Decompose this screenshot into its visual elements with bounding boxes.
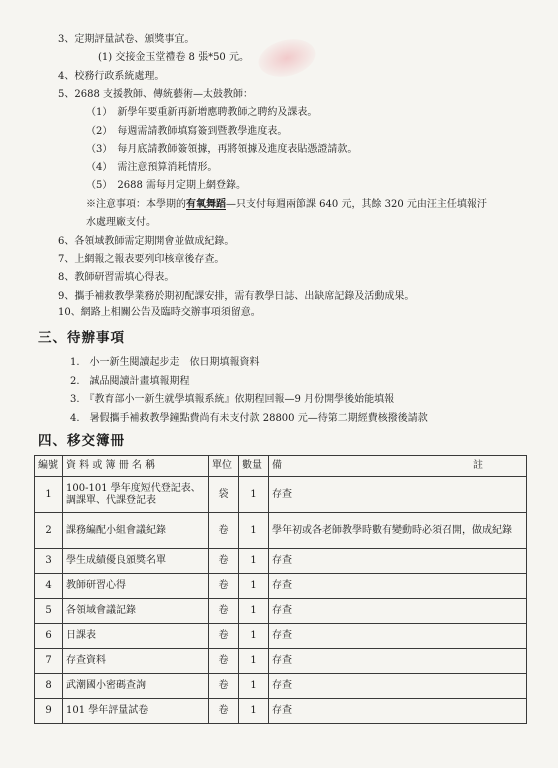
table-row <box>35 674 527 699</box>
cell-no: 5 <box>35 599 63 624</box>
cell-name: 各領域會議記錄 <box>63 599 209 624</box>
item-5: 5、2688 支援教師、傳統藝術—太鼓教師： <box>58 89 253 100</box>
todo-item-1: 1. 小一新生閱讀起步走 依日期填報資料 <box>70 357 260 368</box>
cell-no: 4 <box>35 574 63 599</box>
cell-unit: 袋 <box>209 477 239 513</box>
table-row <box>35 477 527 513</box>
cell-unit: 卷 <box>209 699 239 724</box>
cell-no: 2 <box>35 513 63 549</box>
item-5-sub-4: （4） 需注意預算消耗情形。 <box>86 162 218 173</box>
note-line-2: 水處理廠支付。 <box>86 217 156 228</box>
todo-item-3: 3. 『教育部小一新生就學填報系統』依期程回報—9 月份開學後始能填報 <box>70 394 395 405</box>
cell-unit: 卷 <box>209 574 239 599</box>
cell-note: 存查 <box>269 549 527 574</box>
cell-note: 存查 <box>269 624 527 649</box>
cell-no: 1 <box>35 477 63 513</box>
item-5-sub-1: （1） 新學年要重新再新增應聘教師之聘約及課表。 <box>86 107 318 118</box>
table-row <box>35 513 527 549</box>
cell-note: 學年初或各老師教學時數有變動時必須召開，做成紀錄 <box>269 513 527 549</box>
table-row <box>35 624 527 649</box>
cell-no: 9 <box>35 699 63 724</box>
table-row <box>35 549 527 574</box>
item-3-sub: (1) 交接金玉堂禮卷 8 張*50 元。 <box>98 52 249 63</box>
todo-item-2: 2. 誠品閱讀計畫填報期程 <box>70 376 190 387</box>
section-4-title-visible: 四、移交簿冊 <box>38 433 125 449</box>
cell-name: 100-101 學年度短代登記表、調課單、代課登記表 <box>63 477 209 513</box>
item-10: 10、網路上相關公告及臨時交辦事項須留意。 <box>58 307 261 318</box>
item-6: 6、各領域教師需定期開會並做成紀錄。 <box>58 236 235 247</box>
handover-table <box>34 455 527 724</box>
cell-unit: 卷 <box>209 549 239 574</box>
col-header-name: 資 料 或 簿 冊 名 稱 <box>63 456 209 477</box>
remarks-header-right: 註 <box>473 460 483 471</box>
cell-note: 存查 <box>269 674 527 699</box>
cell-no: 3 <box>35 549 63 574</box>
note-rest: —只支付每週兩節課 640 元，其餘 320 元由汪主任填報汙 <box>226 199 487 210</box>
remarks-header-left: 備 <box>272 460 282 471</box>
col-header-unit: 單位 <box>209 456 239 477</box>
cell-note: 存查 <box>269 699 527 724</box>
cell-qty: 1 <box>239 574 269 599</box>
cell-qty: 1 <box>239 699 269 724</box>
note-line-1 <box>86 198 487 211</box>
table-row <box>35 649 527 674</box>
item-9: 9、攜手補救教學業務於期初配課安排，需有教學日誌、出缺席記錄及活動成果。 <box>58 291 415 302</box>
cell-note: 存查 <box>269 599 527 624</box>
cell-unit: 卷 <box>209 649 239 674</box>
col-header-no: 編號 <box>35 456 63 477</box>
item-8: 8、教師研習需填心得表。 <box>58 272 175 283</box>
cell-no: 7 <box>35 649 63 674</box>
cell-name: 武潮國小密碼查詢 <box>63 674 209 699</box>
cell-note: 存查 <box>269 574 527 599</box>
item-3: 3、定期評量試卷、頒獎事宜。 <box>58 34 195 45</box>
cell-name: 學生成績優良頒獎名單 <box>63 549 209 574</box>
cell-qty: 1 <box>239 477 269 513</box>
cell-name: 101 學年評量試卷 <box>63 699 209 724</box>
cell-no: 8 <box>35 674 63 699</box>
col-header-qty: 數量 <box>239 456 269 477</box>
cell-no: 6 <box>35 624 63 649</box>
cell-qty: 1 <box>239 513 269 549</box>
item-7: 7、上網報之報表要列印核章後存查。 <box>58 254 225 265</box>
cell-qty: 1 <box>239 674 269 699</box>
cell-note: 存查 <box>269 649 527 674</box>
cell-qty: 1 <box>239 624 269 649</box>
table-row <box>35 599 527 624</box>
section-3-title: 三、待辦事項 <box>38 330 125 346</box>
cell-unit: 卷 <box>209 513 239 549</box>
cell-qty: 1 <box>239 549 269 574</box>
item-4: 4、校務行政系統處理。 <box>58 71 165 82</box>
cell-name: 日課表 <box>63 624 209 649</box>
col-header-remarks <box>269 456 527 477</box>
table-row <box>35 699 527 724</box>
cell-qty: 1 <box>239 649 269 674</box>
note-emphasis: 有氧舞蹈 <box>186 199 226 210</box>
item-5-sub-2: （2） 每週需請教師填寫簽到暨教學進度表。 <box>86 126 288 137</box>
item-5-sub-5: （5） 2688 需每月定期上網登錄。 <box>86 180 246 191</box>
note-prefix: ※注意事項：本學期的 <box>86 199 186 210</box>
cell-unit: 卷 <box>209 599 239 624</box>
cell-note: 存查 <box>269 477 527 513</box>
cell-name: 教師研習心得 <box>63 574 209 599</box>
cell-unit: 卷 <box>209 624 239 649</box>
table-row <box>35 574 527 599</box>
cell-name: 課務編配小組會議紀錄 <box>63 513 209 549</box>
cell-qty: 1 <box>239 599 269 624</box>
cell-unit: 卷 <box>209 674 239 699</box>
cell-name: 存查資料 <box>63 649 209 674</box>
table-header-row <box>35 456 527 477</box>
red-seal-stamp <box>255 34 320 83</box>
todo-item-4: 4. 暑假攜手補救教學鐘點費尚有未支付款 28800 元—待第二期經費核撥後請款 <box>70 413 428 424</box>
item-5-sub-3: （3） 每月底請教師簽領據，再將領據及進度表貼憑證請款。 <box>86 144 358 155</box>
